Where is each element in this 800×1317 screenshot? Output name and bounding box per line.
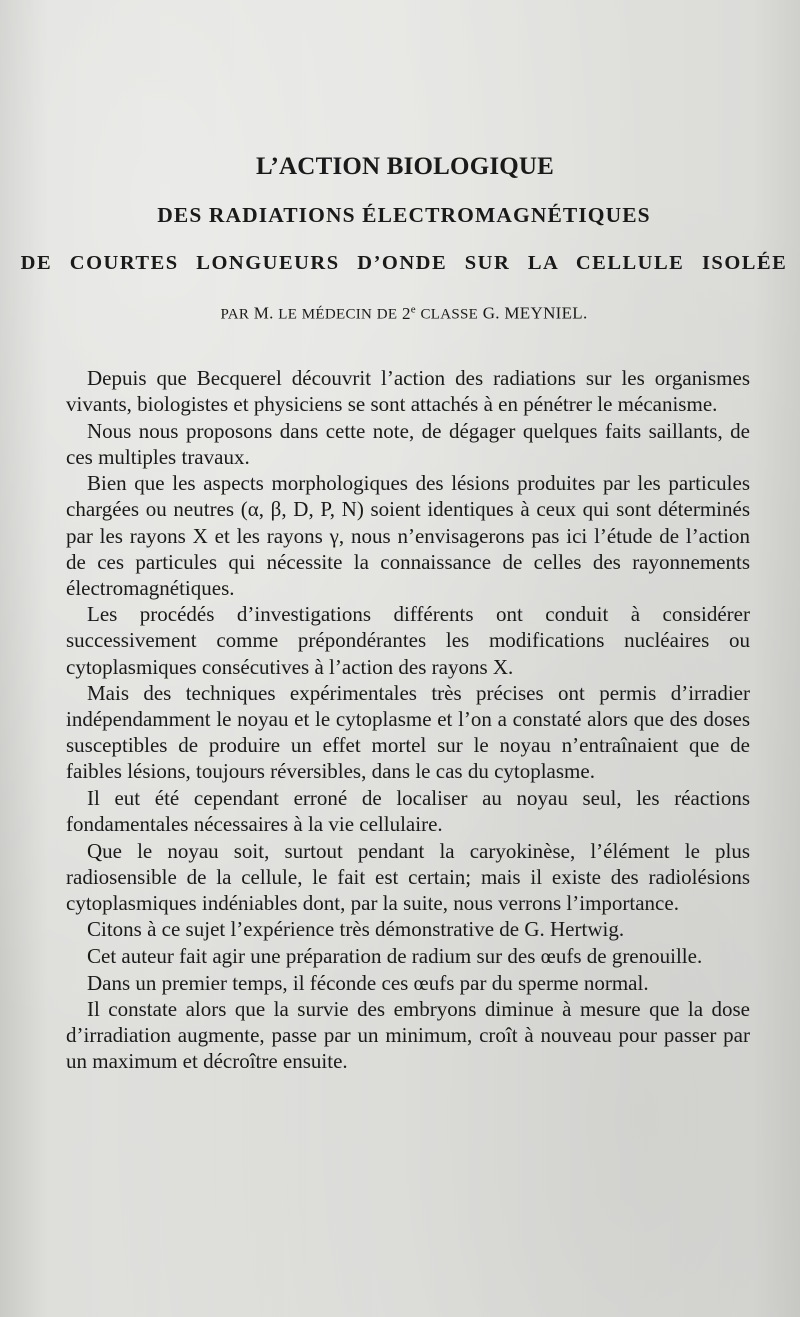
byline-m: M.: [253, 303, 274, 323]
byline-le: LE: [278, 306, 298, 323]
byline-rank-suffix: e: [410, 303, 416, 315]
byline-medecin: MÉDECIN: [301, 306, 373, 323]
paragraph-3: Bien que les aspects morphologiques des lésions produites par les particules chargées ou neutres (α, β, D, P, N) soient identiques à ceux qui sont déterminés par les rayons X et les rayons γ, nous n’envisagerons pas ici l’étude de l’action de ces particules qui nécessite la connaissance de celles des rayonnements électromagnétiques.: [66, 471, 750, 600]
article-heading: [0, 152, 800, 326]
byline-rank: [402, 304, 416, 323]
byline-classe: CLASSE: [420, 306, 479, 323]
paragraph-11: Il constate alors que la survie des embryons diminue à mesure que la dose d’irradiation augmente, passe par un minimum, croît à nouveau pour passer par un maximum et décroître ensuite.: [66, 997, 750, 1074]
byline-author: G. MEYNIEL.: [482, 303, 588, 323]
paragraph-4: Les procédés d’investigations différents ont conduit à considérer successivement comme prépondérantes les modifications nucléaires ou cytoplasmiques consécutives à l’action des rayons X.: [66, 602, 750, 679]
article-body: [66, 365, 750, 1075]
byline-par: PAR: [220, 306, 250, 323]
paragraph-7: Que le noyau soit, surtout pendant la caryokinèse, l’élément le plus radiosensible de la cellule, le fait est certain; mais il existe des radiolésions cytoplasmiques indéniables dont, par la suite, nous verrons l’importance.: [66, 838, 750, 915]
paragraph-6: Il eut été cependant erroné de localiser au noyau seul, les réactions fondamentales nécessaires à la vie cellulaire.: [66, 786, 750, 837]
author-byline: [0, 298, 800, 326]
paragraph-10: Dans un premier temps, il féconde ces œufs par du sperme normal.: [87, 970, 649, 995]
title-line-3: DE COURTES LONGUEURS D’ONDE SUR LA CELLULE ISOLÉE: [20, 252, 788, 274]
title-line-2: DES RADIATIONS ÉLECTROMAGNÉTIQUES: [157, 203, 651, 227]
byline-rank-number: 2: [401, 303, 411, 323]
title-line-1: L’ACTION BIOLOGIQUE: [255, 153, 555, 180]
paragraph-1: Depuis que Becquerel découvrit l’action des radiations sur les organismes vivants, biologistes et physiciens se sont attachés à en pénétrer le mécanisme.: [66, 366, 750, 417]
byline-de: DE: [376, 306, 398, 323]
paragraph-2: Nous nous proposons dans cette note, de dégager quelques faits saillants, de ces multiples travaux.: [66, 418, 750, 469]
paragraph-8: Citons à ce sujet l’expérience très démonstrative de G. Hertwig.: [87, 917, 625, 942]
paragraph-9: Cet auteur fait agir une préparation de radium sur des œufs de grenouille.: [87, 944, 703, 969]
paragraph-5: Mais des techniques expérimentales très précises ont permis d’irradier indépendamment le noyau et le cytoplasme et l’on a constaté alors que des doses susceptibles de produire un effet mortel sur le noyau n’entraînaient que de faibles lésions, toujours réversibles, dans le cas du cytoplasme.: [66, 681, 750, 784]
